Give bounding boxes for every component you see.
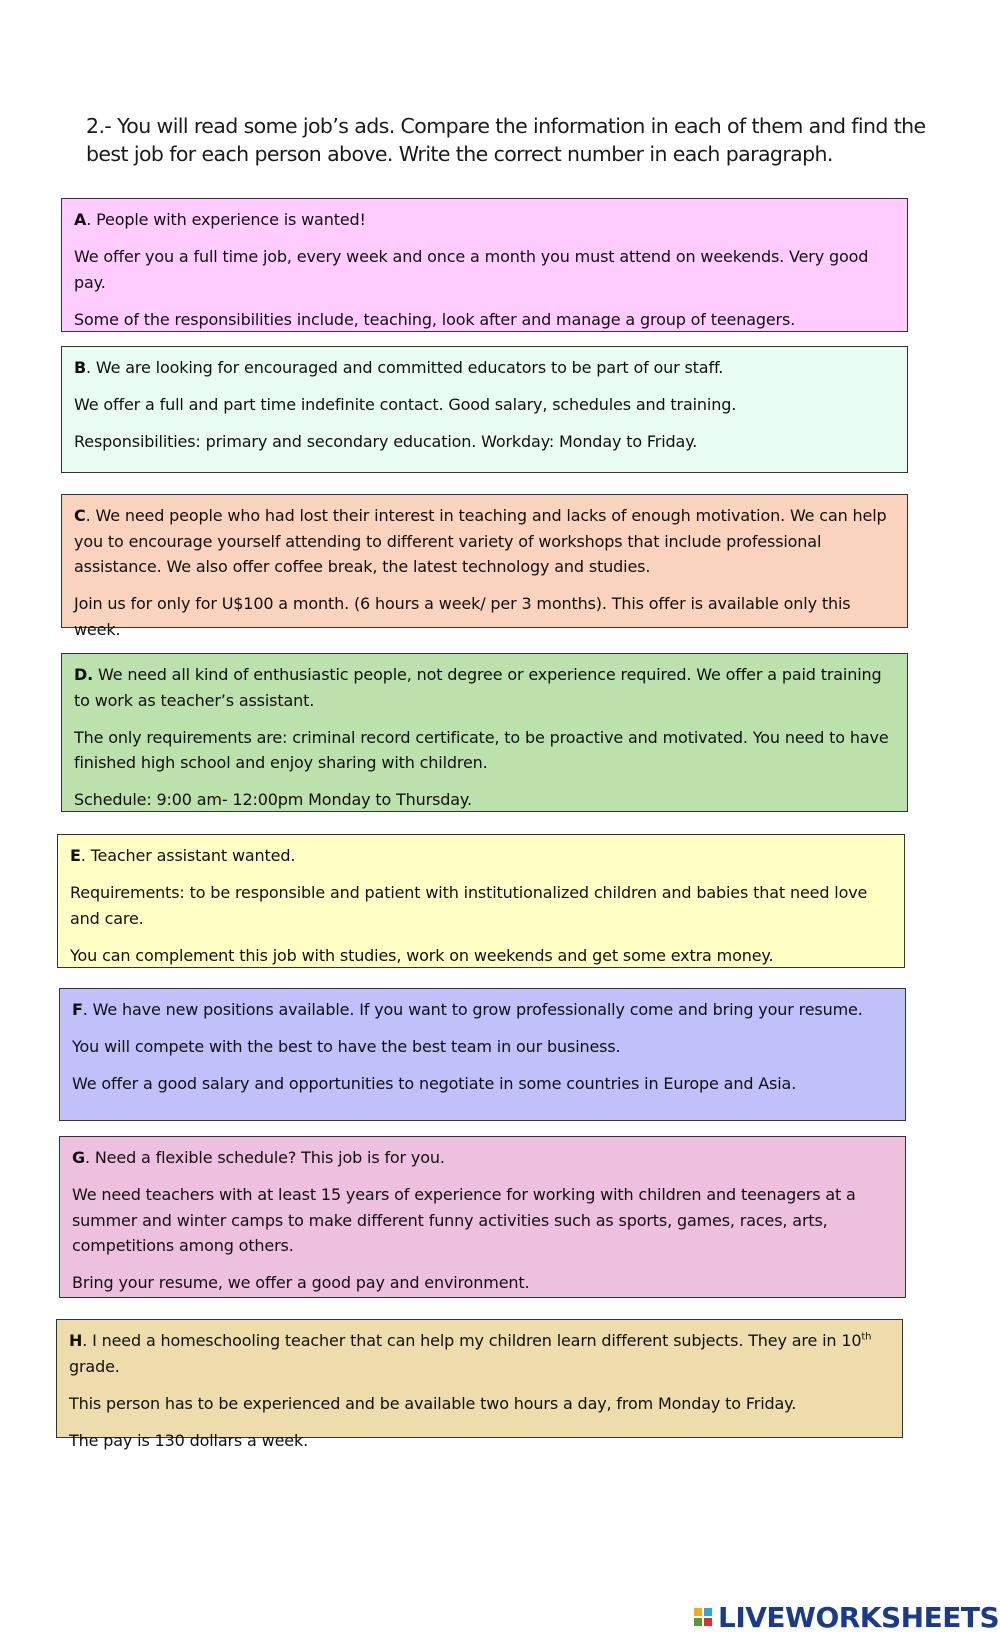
ad-f xyxy=(59,988,906,1121)
logo-square-2 xyxy=(704,1608,712,1616)
ad-h-line-2: This person has to be experienced and be available two hours a day, from Monday to Friday. xyxy=(69,1393,797,1413)
logo-square-3 xyxy=(694,1618,702,1626)
logo-square-4 xyxy=(704,1618,712,1626)
ad-d xyxy=(61,653,908,812)
ad-a-line-3: Some of the responsibilities include, teaching, look after and manage a group of teenagers. xyxy=(74,309,796,329)
ad-h-line-1: H. I need a homeschooling teacher that can help my children learn different subjects. They are in 10th grade. xyxy=(69,1331,872,1376)
ad-a xyxy=(61,198,908,332)
ad-a-line-2: We offer you a full time job, every week and once a month you must attend on weekends. Very good pay. xyxy=(74,247,869,292)
ad-b-line-3: Responsibilities: primary and secondary education. Workday: Monday to Friday. xyxy=(74,432,698,451)
ad-d-line-3: Schedule: 9:00 am- 12:00pm Monday to Thursday. xyxy=(74,790,472,809)
ad-h-line-3: The pay is 130 dollars a week. xyxy=(69,1430,309,1450)
ad-c-letter: C xyxy=(74,506,86,525)
ad-g xyxy=(59,1136,906,1298)
ad-e xyxy=(57,834,905,968)
ad-d-line-2: The only requirements are: criminal record certificate, to be proactive and motivated. You need to have finished high school and enjoy sharing with children. xyxy=(74,727,889,772)
instructions-heading: 2.- You will read some job’s ads. Compare the information in each of them and find the best job for each person above. Write the correct number in each paragraph. xyxy=(86,114,926,166)
logo-square-1 xyxy=(694,1608,702,1616)
ad-e-line-2: Requirements: to be responsible and patient with institutionalized children and babies that need love and care. xyxy=(70,883,868,928)
ad-a-letter: A xyxy=(74,210,87,229)
ad-f-line-2: You will compete with the best to have the best team in our business. xyxy=(72,1037,621,1056)
ad-a-line-1: A. People with experience is wanted! xyxy=(74,210,366,229)
ad-e-letter: E xyxy=(70,846,81,865)
ad-h xyxy=(56,1319,903,1450)
ad-g-line-2: We need teachers with at least 15 years of experience for working with children and teenagers at a summer and winter camps to make different funny activities such as sports, games, races, arts, competitions among others. xyxy=(72,1185,856,1255)
ad-b-line-1: B. We are looking for encouraged and committed educators to be part of our staff. xyxy=(74,358,724,377)
ad-e-line-3: You can complement this job with studies, work on weekends and get some extra money. xyxy=(70,945,774,965)
ordinal-suffix: th xyxy=(861,1331,872,1343)
ad-b-line-2: We offer a full and part time indefinite contact. Good salary, schedules and training. xyxy=(74,395,737,414)
liveworksheets-logo-icon xyxy=(694,1608,712,1626)
ad-g-line-3: Bring your resume, we offer a good pay and environment. xyxy=(72,1273,530,1292)
ad-c-line-1: C. We need people who had lost their interest in teaching and lacks of enough motivation. We can help you to encourage yourself attending to different variety of workshops that include professional assistance. We also offer coffee break, the latest technology and studies. xyxy=(74,506,887,576)
ad-d-line-1: D. We need all kind of enthusiastic people, not degree or experience required. We offer a paid training to work as teacher’s assistant. xyxy=(74,665,882,710)
ad-e-line-1: E. Teacher assistant wanted. xyxy=(70,846,296,865)
logo-text: LIVEWORKSHEETS xyxy=(718,1600,1000,1634)
ad-c xyxy=(61,494,908,639)
ad-c-line-2: Join us for only for U$100 a month. (6 hours a week/ per 3 months). This offer is available only this week. xyxy=(74,594,851,639)
ad-g-letter: G xyxy=(72,1148,85,1167)
ad-h-letter: H xyxy=(69,1331,83,1350)
ad-g-line-1: G. Need a flexible schedule? This job is for you. xyxy=(72,1148,445,1167)
ad-f-letter: F xyxy=(72,1000,83,1019)
ad-f-line-3: We offer a good salary and opportunities to negotiate in some countries in Europe and Asia. xyxy=(72,1074,797,1093)
liveworksheets-logo[interactable] xyxy=(694,1600,999,1634)
ad-b xyxy=(61,346,908,473)
ad-b-letter: B xyxy=(74,358,87,377)
ad-d-letter: D. xyxy=(74,665,94,684)
ad-f-line-1: F. We have new positions available. If you want to grow professionally come and bring your resume. xyxy=(72,1000,863,1019)
